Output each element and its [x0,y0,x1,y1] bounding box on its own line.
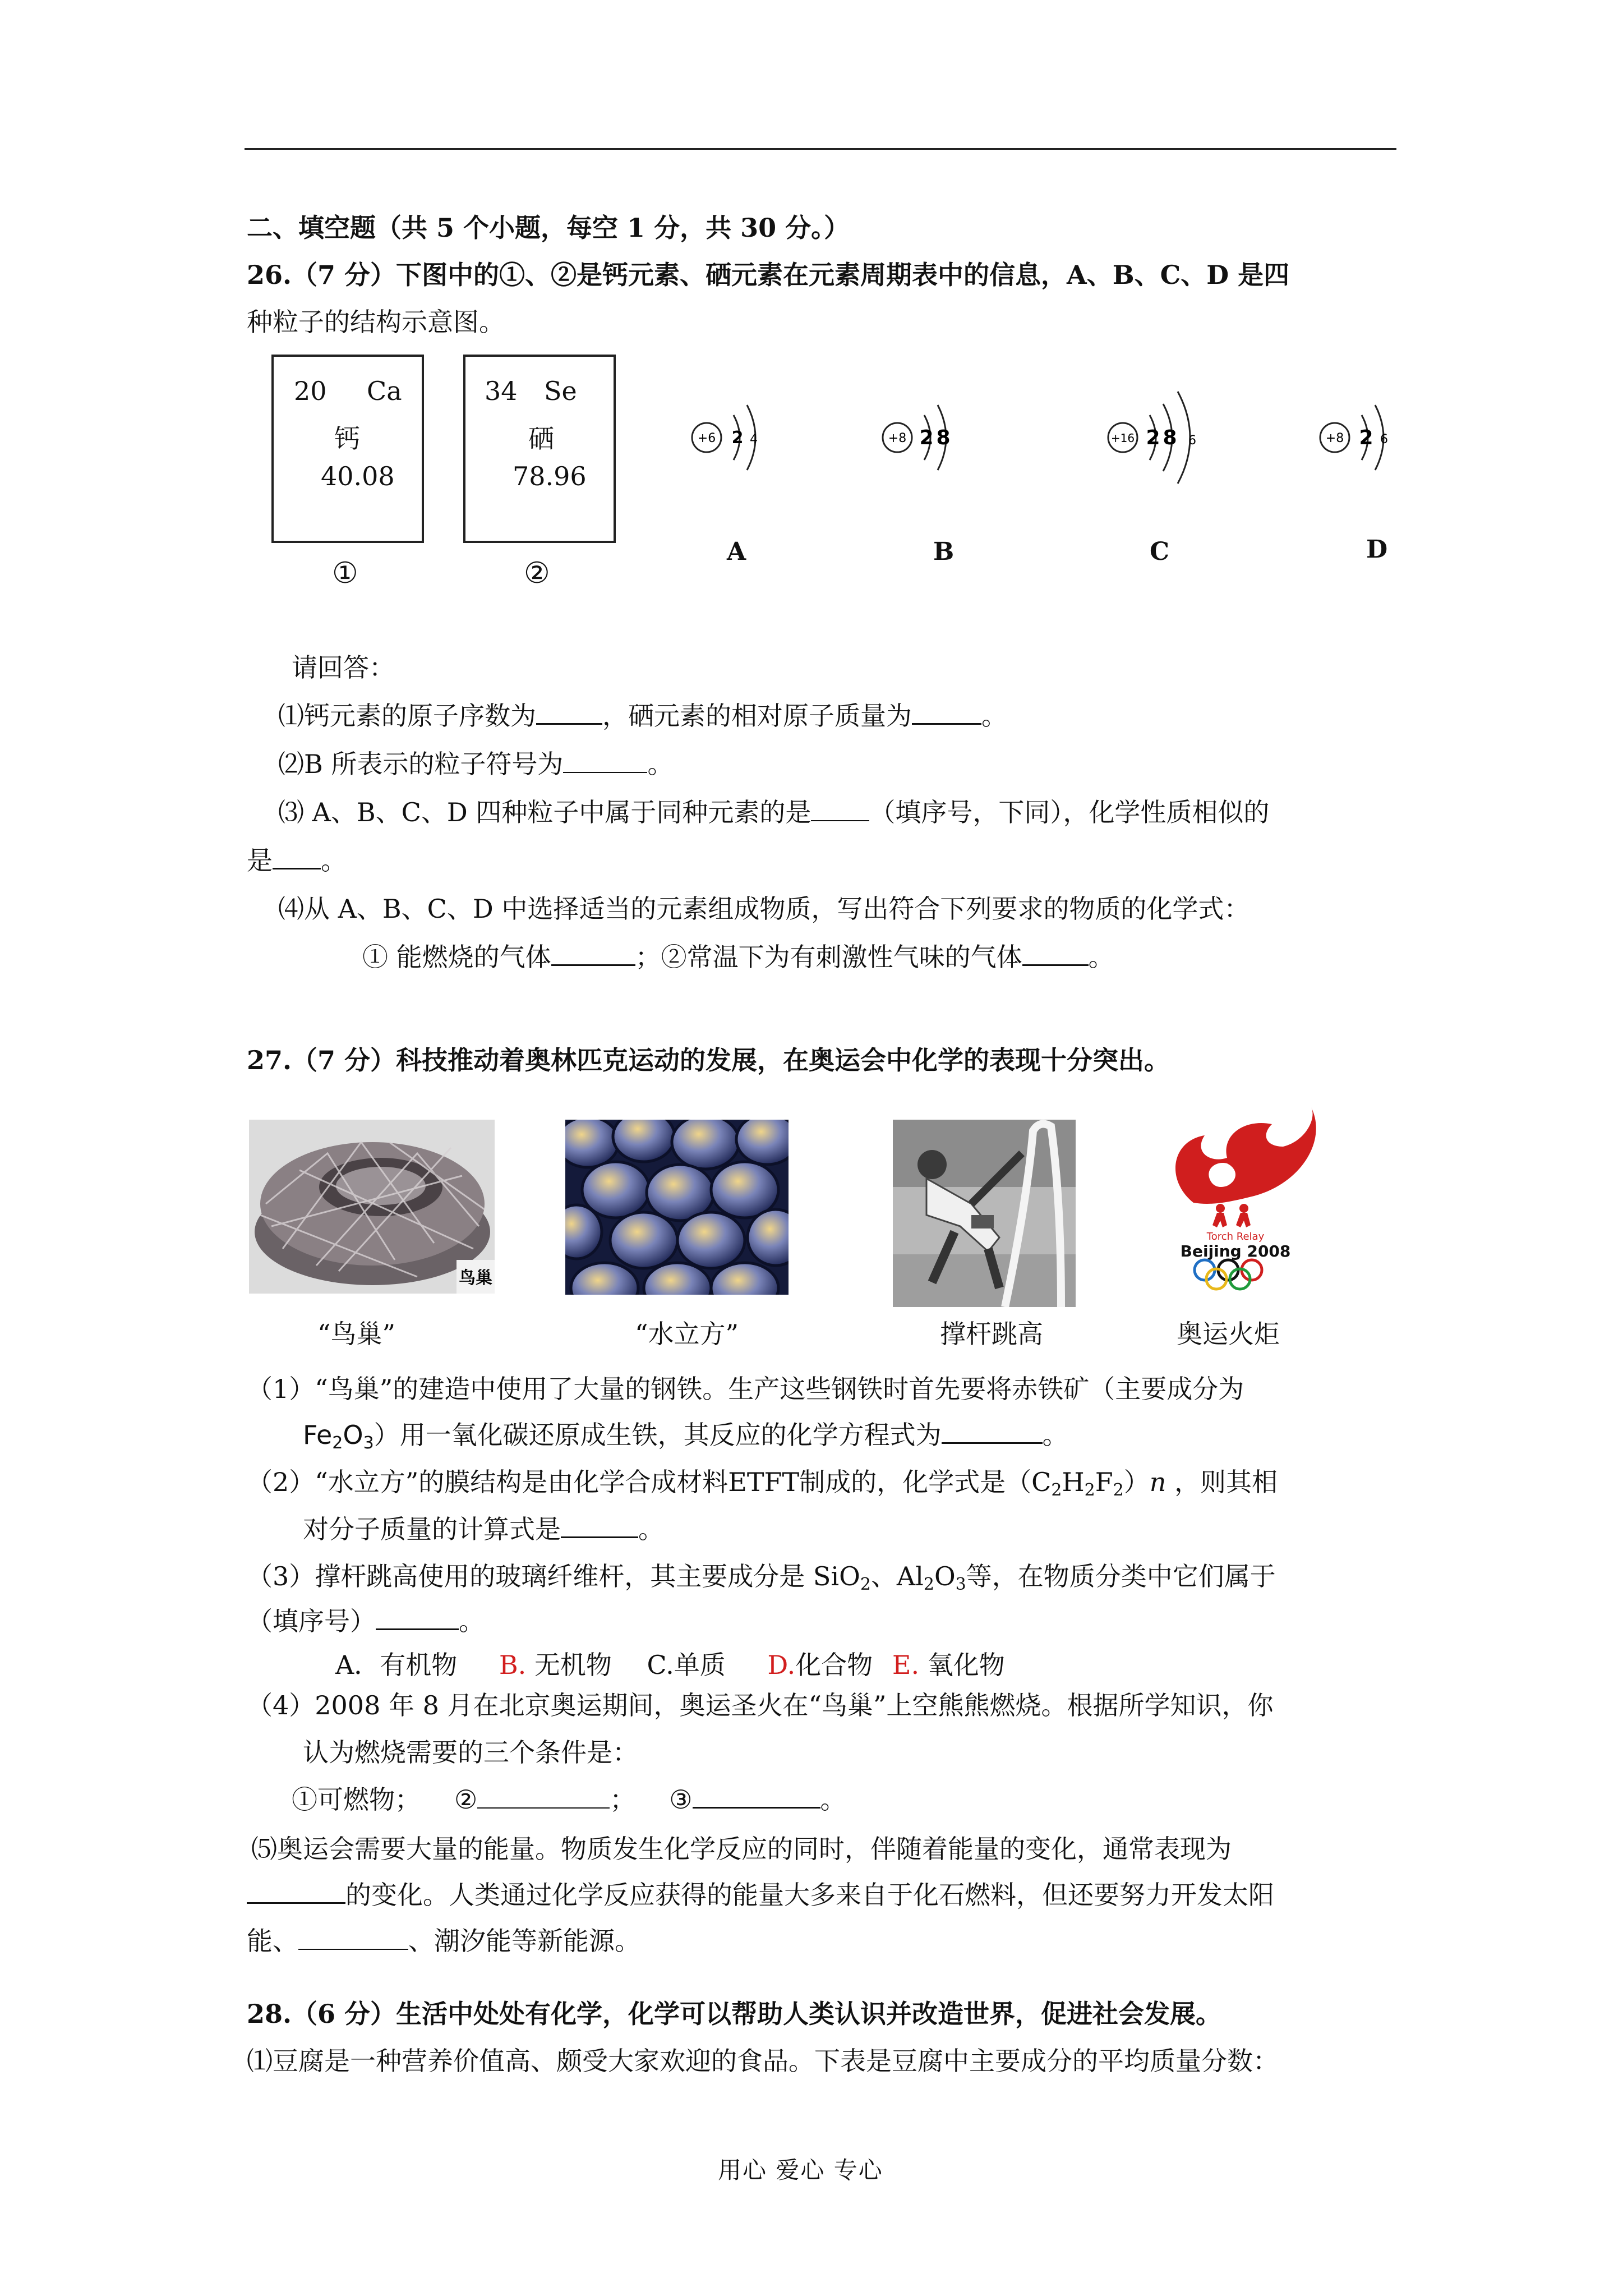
q27-s3-line1: （3）撑杆跳高使用的玻璃纤维杆，其主要成分是 SiO$_2$、$Al_2O_3$等，在物质分类中它们属于 [247,1561,1276,1594]
q27-s4-line1: （4）2008 年 8 月在北京奥运期间，奥运圣火在“鸟巢”上空熊熊燃烧。根据所学知识，你 [247,1690,1274,1720]
q27-s3-text4: 等，在物质分类中它们属于 [966,1561,1276,1591]
answer-blank[interactable] [247,1880,345,1904]
label-circled-2: ② [524,556,550,590]
pole-vault-image [893,1120,1076,1307]
header-rule [245,148,1396,150]
q26-p2-end: 。 [647,749,674,779]
option-c: C.单质 [647,1650,726,1680]
q26-p1-end: 。 [981,701,1007,731]
atomic-number: 20 [294,376,327,406]
option-d-letter: D. [767,1650,796,1680]
answer-blank[interactable] [561,1514,638,1538]
birds-nest-image [249,1120,495,1294]
logo-text-beijing: Beijing 2008 [1180,1242,1291,1260]
atomic-number: 34 [485,376,518,406]
q26-head2: 种粒子的结构示意图。 [247,307,505,337]
q26-p1-text2: ，硒元素的相对原子质量为 [602,701,912,731]
pole-vault-photo [893,1120,1076,1307]
q28-line1: ⑴豆腐是一种营养价值高、颇受大家欢迎的食品。下表是豆腐中主要成分的平均质量分数： [247,2046,1279,2076]
q26-p4-end: 。 [1088,942,1114,972]
section-title: 二、填空题（共 5 个小题，每空 1 分，共 30 分。） [247,213,850,243]
atom-label-b: B [933,537,955,566]
q27-s3-text5: （填序号） [247,1606,376,1636]
shell-electrons: 2 [731,428,744,448]
q27-s3-line2 [247,1605,485,1637]
q27-s2-text3: 对分子质量的计算式是 [303,1514,561,1544]
q26-head [247,259,1289,291]
q27-s2-line1 [247,1466,1278,1498]
option-d: 化合物 [795,1650,873,1680]
option-b-letter: B. [499,1650,527,1680]
q27-s5-line1: ⑸奥运会需要大量的能量。物质发生化学反应的同时，伴随着能量的变化，通常表现为 [251,1834,1232,1864]
q26-p3-end: 。 [321,845,347,876]
birds-nest-photo [249,1120,495,1294]
option-a: A．有机物 [335,1650,458,1680]
shell-electrons: 8 [1163,426,1177,449]
q27-s5-end: 、潮汐能等新能源。 [408,1926,640,1956]
q26-part4: ⑷从 A、B、C、D 中选择适当的元素组成物质，写出符合下列要求的物质的化学式： [278,894,1250,924]
shell-electrons: 2 [1146,426,1160,449]
answer-blank[interactable] [273,845,321,869]
q26-p3-text: ⑶ A、B、C、D 四种粒子中属于同种元素的是 [278,797,811,827]
shell-electrons: 2 [919,426,934,449]
q27-s3-end: 。 [459,1606,485,1636]
answer-blank[interactable] [811,798,869,821]
q27-head: 27.（7 分）科技推动着奥林匹克运动的发展，在奥运会中化学的表现十分突出。 [247,1045,1170,1075]
q27-s4-line3 [292,1784,846,1815]
q27-s5-text2: 能、 [247,1926,298,1956]
photo-label: 鸟巢 [459,1268,492,1288]
label-circled-1: ① [332,556,358,590]
element-symbol: Se [544,376,577,406]
q28-head [247,1998,1221,2030]
q27-s2-line2 [303,1513,664,1545]
q26-p1-text: ⑴钙元素的原子序数为 [278,701,536,731]
q27-s3-text3: O [934,1561,956,1591]
answer-blank[interactable] [693,1784,820,1809]
atom-diagram-d [1312,370,1408,505]
shell-electrons: 6 [1380,432,1388,447]
q26-part3 [278,797,1269,828]
caption-torch: 奥运火炬 [1177,1319,1280,1349]
q26-p2-text: ⑵B 所表示的粒子符号为 [278,749,564,779]
q27-options [335,1649,1005,1681]
water-cube-photo [565,1120,789,1295]
q27-s5-text: 的变化。人类通过化学反应获得的能量大多来自于化石燃料，但还要努力开发太阳 [345,1880,1274,1910]
q26-part2 [278,748,673,780]
q27-s4-line2: 认为燃烧需要的三个条件是： [303,1737,638,1768]
answer-blank[interactable] [1022,942,1089,966]
q26-part4-answers [362,941,1114,973]
q26-part1 [278,700,1007,731]
answer-blank[interactable] [942,1420,1043,1444]
q26-p4-text: ① 能燃烧的气体 [362,942,551,972]
water-cube-image [565,1120,789,1295]
element-name: 硒 [528,424,554,454]
caption-water-cube: “水立方” [635,1319,739,1349]
caption-birds-nest: “鸟巢” [317,1319,396,1349]
atom-diagram-b [875,370,965,505]
q27-s2-text2: ，则其相 [1174,1467,1278,1497]
q27-s4-end: 。 [820,1784,846,1815]
q27-s3-text: （3）撑杆跳高使用的玻璃纤维杆，其主要成分是 SiO [247,1561,860,1591]
q27-s1-line1: （1）“鸟巢”的建造中使用了大量的钢铁。生产这些钢铁时首先要将赤铁矿（主要成分为 [247,1374,1244,1404]
answer-blank[interactable] [551,942,635,966]
formula-c2h2f2: $C_2H_2F_2)n$ [1031,1467,1166,1500]
q27-s1-end: 。 [1042,1420,1068,1450]
answer-blank[interactable] [912,701,981,725]
nucleus-charge: +8 [888,431,907,445]
formula-fe2o3: $Fe_2O_3$） [303,1420,400,1453]
atomic-mass: 78.96 [513,461,587,491]
q27-s4-sep: ； [610,1784,636,1815]
answer-blank[interactable] [477,1785,610,1809]
torch-relay-logo [1154,1107,1317,1298]
caption-pole-vault: 撑杆跳高 [940,1319,1043,1349]
element-box-calcium [271,355,424,543]
torch-relay-logo-image [1154,1107,1317,1298]
q26-p3-text2: （填序号，下同），化学性质相似的 [869,797,1270,827]
atom-label-a: A [727,537,746,566]
element-symbol: Ca [367,376,402,406]
q27-s2-end: 。 [638,1514,664,1544]
q27-s5-line3 [247,1925,640,1957]
element-name: 钙 [334,424,360,454]
q26-part3-cont [247,845,347,876]
q27-s4-cond2: ② [454,1784,478,1815]
q27-s3-text2: 、Al [870,1561,924,1591]
atom-diagram-c [1099,365,1217,510]
q27-s1-text: 用一氧化碳还原成生铁，其反应的化学方程式为 [399,1420,942,1450]
option-e: 氧化物 [927,1650,1005,1680]
nucleus-charge: +6 [697,431,716,445]
q27-s4-cond3: ③ [669,1784,693,1815]
option-e-letter: E. [892,1650,920,1680]
q28-head-text: 28.（6 分）生活中处处有化学，化学可以帮助人类认识并改造世界，促进社会发展。 [247,1999,1222,2029]
shell-electrons: 8 [936,426,951,449]
q27-s1-line2 [303,1419,1068,1451]
q26-p3-text3: 是 [247,845,273,876]
option-b: 无机物 [534,1650,612,1680]
nucleus-charge: +16 [1110,431,1135,445]
shell-electrons: 4 [750,432,758,447]
shell-electrons: 2 [1359,426,1373,449]
q27-s4-cond1: ①可燃物； [292,1784,421,1815]
q26-prompt: 请回答： [292,652,395,683]
answer-blank[interactable] [536,701,602,725]
element-box-selenium [463,355,616,543]
nucleus-charge: +8 [1325,431,1344,445]
q26-p4-text2: ；②常温下为有刺激性气味的气体 [635,942,1022,972]
q26-head-text: 26.（7 分）下图中的①、②是钙元素、硒元素在元素周期表中的信息，A、B、C、D 是四 [247,260,1290,290]
q27-s2-text: （2）“水立方”的膜结构是由化学合成材料ETFT制成的，化学式是（ [247,1467,1032,1497]
answer-blank[interactable] [298,1926,408,1950]
shell-electrons: 6 [1188,434,1196,448]
q27-s5-line2 [247,1879,1274,1911]
page-footer: 用心 爱心 专心 [718,2156,883,2184]
answer-blank[interactable] [563,749,647,773]
atom-label-c: C [1150,537,1170,566]
atom-label-d: D [1366,535,1388,564]
atom-diagram-a [684,370,774,505]
answer-blank[interactable] [376,1606,459,1630]
atomic-mass: 40.08 [321,461,395,491]
logo-text-torch-relay: Torch Relay [1206,1231,1265,1243]
